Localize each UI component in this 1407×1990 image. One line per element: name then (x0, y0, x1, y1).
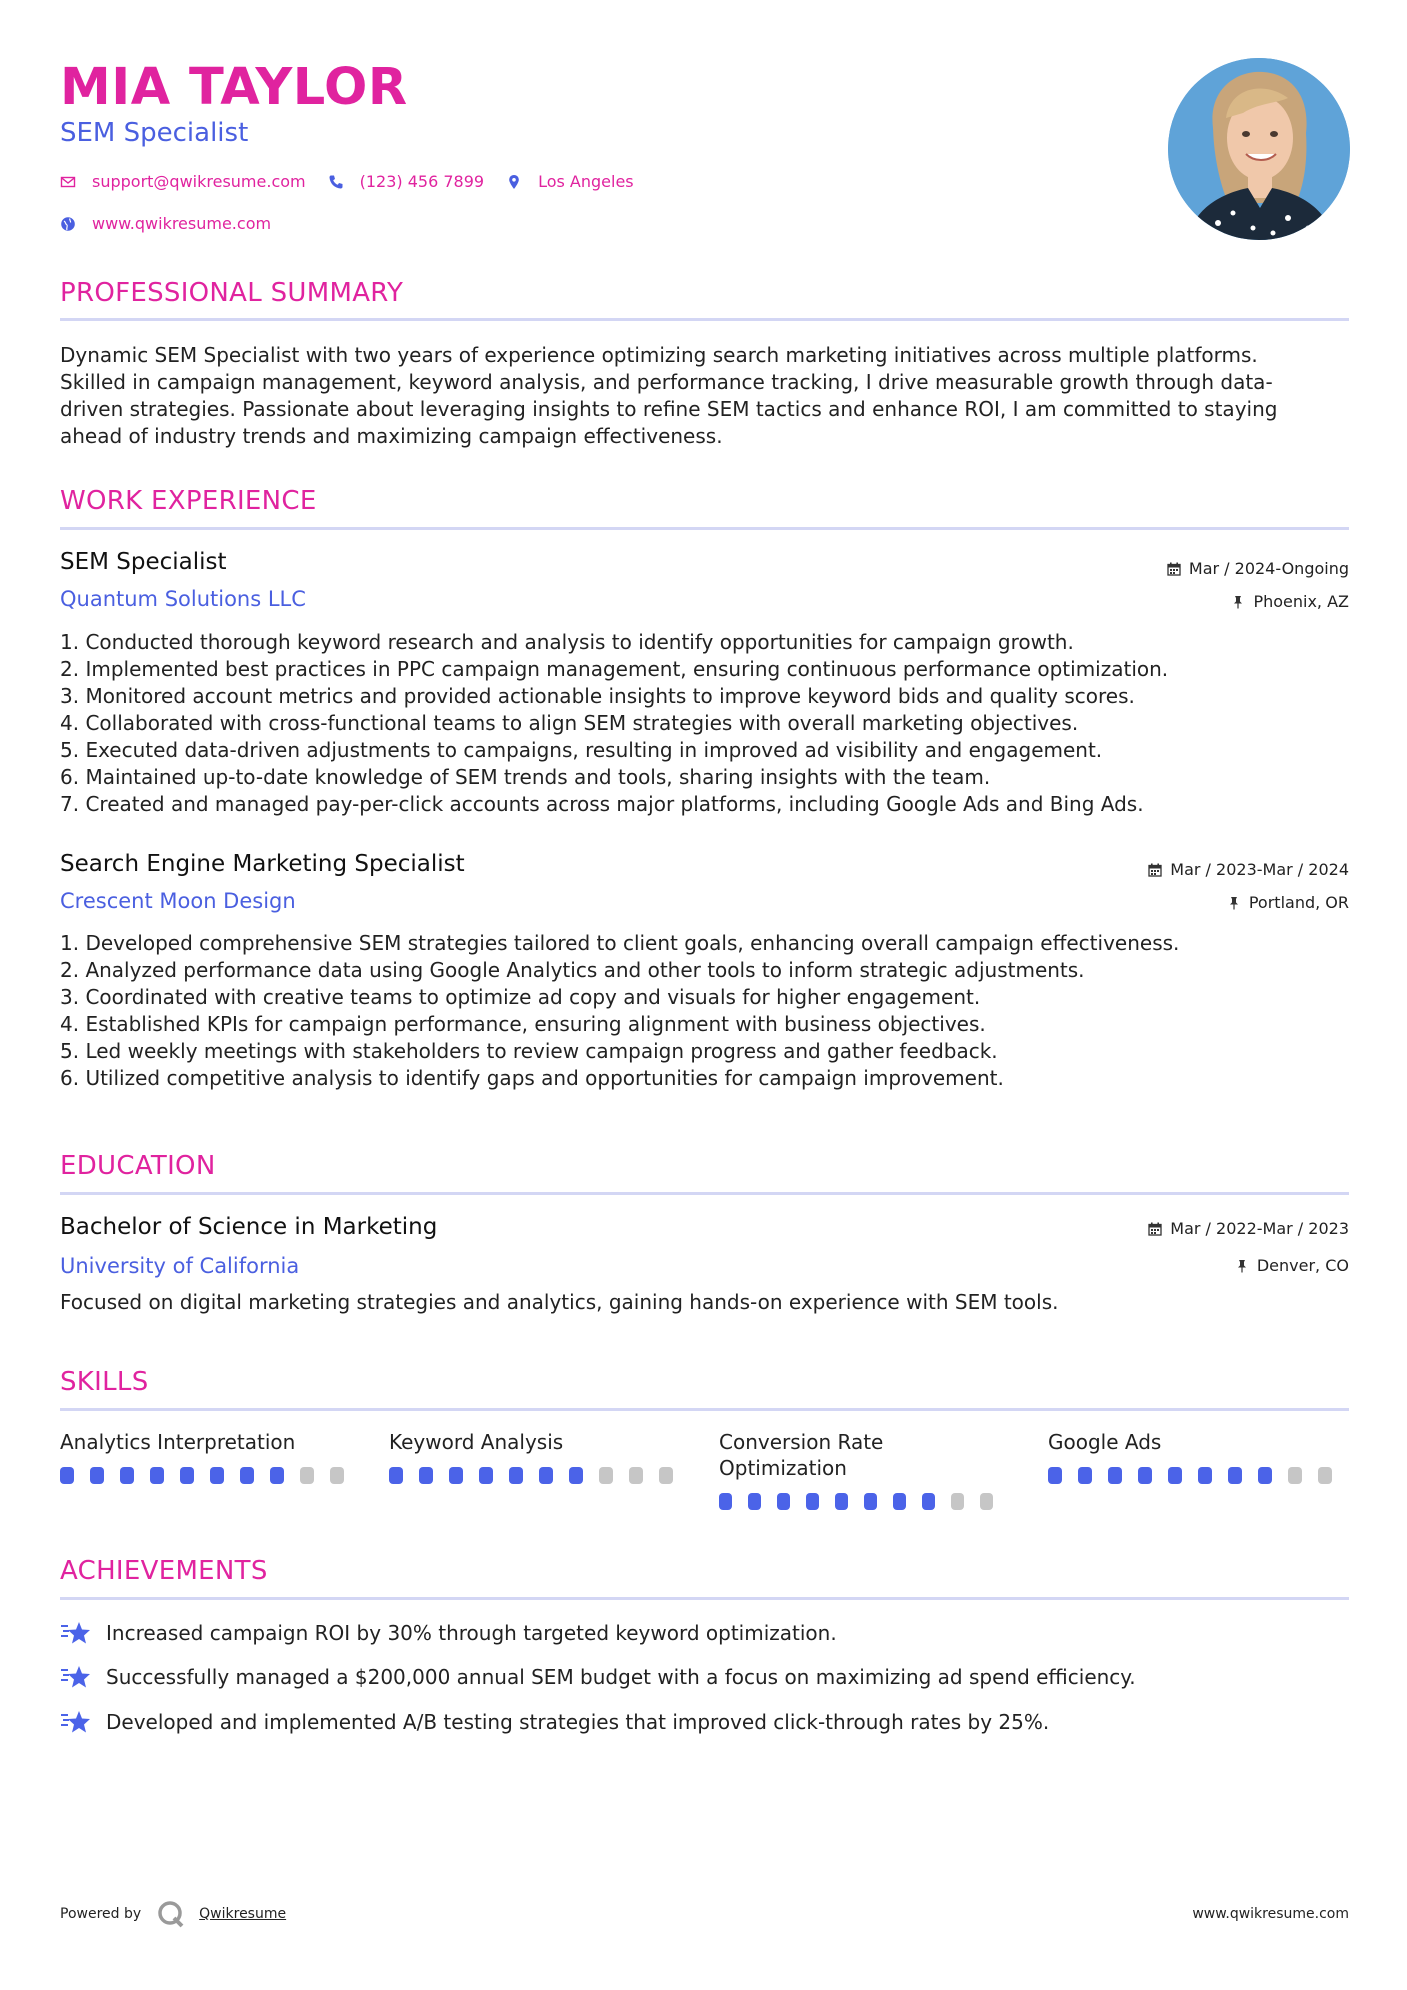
rating-dot-filled (1258, 1467, 1272, 1484)
profile-photo (1168, 58, 1350, 240)
rating-dot-filled (509, 1467, 523, 1484)
list-item: 2. Analyzed performance data using Google Analytics and other tools to inform strategic adjustments. (60, 958, 1085, 982)
achievement-text: Increased campaign ROI by 30% through targeted keyword optimization. (106, 1621, 837, 1645)
skill-rating (1048, 1467, 1348, 1484)
achievement-text: Developed and implemented A/B testing strategies that improved click-through rates by 25%. (106, 1710, 1050, 1734)
website-text[interactable]: www.qwikresume.com (92, 214, 272, 233)
list-item: 1. Conducted thorough keyword research and analysis to identify opportunities for campaign growth. (60, 630, 1074, 654)
skill-name: Google Ads (1048, 1430, 1162, 1454)
contact-email[interactable] (60, 172, 306, 191)
rating-dot-filled (150, 1467, 164, 1484)
skill-name: Analytics Interpretation (60, 1430, 296, 1454)
brand-link[interactable]: Qwikresume (199, 1906, 287, 1922)
section-divider (60, 1597, 1349, 1600)
summary-line: Dynamic SEM Specialist with two years of experience optimizing search marketing initiatives across multiple platforms. (60, 343, 1258, 367)
phone-icon (328, 174, 344, 190)
company-name: Quantum Solutions LLC (60, 587, 306, 611)
rating-dot-filled (922, 1493, 935, 1510)
education-location (1235, 1256, 1349, 1275)
rating-dot-filled (569, 1467, 583, 1484)
achievement-text: Successfully managed a $200,000 annual SEM budget with a focus on maximizing ad spend efficiency. (106, 1665, 1136, 1689)
footer-site[interactable]: www.qwikresume.com (1192, 1906, 1349, 1922)
skill-rating (389, 1467, 689, 1484)
rating-dot-filled (1078, 1467, 1092, 1484)
degree-title: Bachelor of Science in Marketing (60, 1214, 438, 1240)
job-title: Search Engine Marketing Specialist (60, 851, 465, 877)
rating-dot-empty (629, 1467, 643, 1484)
rating-dot-filled (835, 1493, 848, 1510)
rating-dot-filled (1048, 1467, 1062, 1484)
rating-dot-empty (1318, 1467, 1332, 1484)
job-location (1231, 592, 1349, 611)
rating-dot-empty (330, 1467, 344, 1484)
achievement-item (60, 1709, 1049, 1735)
map-pin-icon (506, 174, 522, 190)
summary-line: Skilled in campaign management, keyword analysis, and performance tracking, I drive measurable growth through data- (60, 370, 1273, 394)
job-bullets (60, 930, 1349, 1092)
rating-dot-filled (90, 1467, 104, 1484)
list-item: 6. Utilized competitive analysis to identify gaps and opportunities for campaign improvement. (60, 1066, 1004, 1090)
rating-dot-filled (120, 1467, 134, 1484)
footer-powered-by (60, 1900, 286, 1928)
phone-text[interactable]: (123) 456 7899 (359, 172, 485, 191)
summary-line: ahead of industry trends and maximizing campaign effectiveness. (60, 424, 723, 448)
achievement-item (60, 1620, 837, 1646)
contact-location (506, 172, 634, 191)
education-dates-text: Mar / 2022-Mar / 2023 (1170, 1219, 1349, 1238)
job-location (1227, 893, 1349, 912)
rating-dot-filled (1198, 1467, 1212, 1484)
skill-name: Conversion Rate Optimization (719, 1430, 884, 1480)
rating-dot-filled (419, 1467, 433, 1484)
email-text[interactable]: support@qwikresume.com (92, 172, 306, 191)
skill-name: Keyword Analysis (389, 1430, 564, 1454)
rating-dot-filled (479, 1467, 493, 1484)
summary-heading: PROFESSIONAL SUMMARY (60, 278, 404, 308)
list-item: 6. Maintained up-to-date knowledge of SEM trends and tools, sharing insights with the team. (60, 765, 991, 789)
rating-dot-filled (748, 1493, 761, 1510)
skill-item (1048, 1429, 1348, 1484)
education-location-text: Denver, CO (1256, 1256, 1349, 1275)
list-item: 2. Implemented best practices in PPC campaign management, ensuring continuous performance optimization. (60, 657, 1169, 681)
skill-item (719, 1429, 1009, 1510)
qwikresume-logo-icon (157, 1900, 185, 1928)
section-divider (60, 1408, 1349, 1411)
resume-page (60, 0, 1349, 1990)
job-dates-text: Mar / 2023-Mar / 2024 (1170, 860, 1349, 879)
rating-dot-empty (659, 1467, 673, 1484)
section-divider (60, 1192, 1349, 1195)
rating-dot-filled (270, 1467, 284, 1484)
mail-icon (60, 174, 76, 190)
list-item: 4. Established KPIs for campaign performance, ensuring alignment with business objectives. (60, 1012, 986, 1036)
job-location-text: Phoenix, AZ (1253, 592, 1349, 611)
candidate-name: MIA TAYLOR (60, 58, 408, 117)
location-text: Los Angeles (538, 172, 634, 191)
calendar-icon (1148, 1222, 1162, 1236)
section-divider (60, 527, 1349, 530)
experience-heading: WORK EXPERIENCE (60, 486, 317, 516)
job-location-text: Portland, OR (1248, 893, 1349, 912)
skill-rating (60, 1467, 360, 1484)
contact-row (60, 172, 656, 191)
star-badge-icon (60, 1709, 92, 1735)
list-item: 3. Monitored account metrics and provided actionable insights to improve keyword bids and quality scores. (60, 684, 1135, 708)
star-badge-icon (60, 1620, 92, 1646)
rating-dot-empty (1288, 1467, 1302, 1484)
education-heading: EDUCATION (60, 1151, 216, 1181)
rating-dot-filled (389, 1467, 403, 1484)
rating-dot-filled (806, 1493, 819, 1510)
pushpin-icon (1227, 896, 1241, 910)
rating-dot-filled (1168, 1467, 1182, 1484)
contact-website[interactable] (60, 214, 271, 233)
rating-dot-filled (539, 1467, 553, 1484)
job-bullets (60, 629, 1349, 818)
skill-item (60, 1429, 360, 1484)
summary-line: driven strategies. Passionate about leveraging insights to refine SEM tactics and enhance ROI, I am committed to staying (60, 397, 1278, 421)
list-item: 4. Collaborated with cross-functional teams to align SEM strategies with overall marketing objectives. (60, 711, 1079, 735)
job-dates-text: Mar / 2024-Ongoing (1188, 559, 1349, 578)
list-item: 5. Led weekly meetings with stakeholders to review campaign progress and gather feedback. (60, 1039, 998, 1063)
star-badge-icon (60, 1664, 92, 1690)
education-dates (1148, 1219, 1349, 1238)
job-title: SEM Specialist (60, 549, 227, 575)
job-dates (1148, 860, 1349, 879)
rating-dot-filled (1228, 1467, 1242, 1484)
rating-dot-empty (300, 1467, 314, 1484)
avatar (1168, 58, 1350, 240)
rating-dot-filled (719, 1493, 732, 1510)
contact-phone[interactable] (328, 172, 484, 191)
section-divider (60, 318, 1349, 321)
rating-dot-filled (210, 1467, 224, 1484)
company-name: Crescent Moon Design (60, 889, 296, 913)
job-dates (1167, 559, 1349, 578)
school-name: University of California (60, 1254, 300, 1278)
achievement-item (60, 1664, 1136, 1690)
achievements-heading: ACHIEVEMENTS (60, 1556, 268, 1586)
globe-icon (60, 216, 76, 232)
calendar-icon (1148, 863, 1162, 877)
summary-text (60, 342, 1349, 450)
pushpin-icon (1231, 595, 1245, 609)
rating-dot-empty (980, 1493, 993, 1510)
list-item: 7. Created and managed pay-per-click accounts across major platforms, including Google Ads and Bing Ads. (60, 792, 1144, 816)
list-item: 5. Executed data-driven adjustments to campaigns, resulting in improved ad visibility and engagement. (60, 738, 1103, 762)
pushpin-icon (1235, 1259, 1249, 1273)
rating-dot-filled (449, 1467, 463, 1484)
list-item: 3. Coordinated with creative teams to optimize ad copy and visuals for higher engagement. (60, 985, 981, 1009)
skill-item (389, 1429, 689, 1484)
education-description: Focused on digital marketing strategies and analytics, gaining hands-on experience with SEM tools. (60, 1290, 1059, 1314)
candidate-title: SEM Specialist (60, 118, 249, 148)
rating-dot-filled (180, 1467, 194, 1484)
rating-dot-filled (893, 1493, 906, 1510)
skills-heading: SKILLS (60, 1367, 149, 1397)
rating-dot-filled (240, 1467, 254, 1484)
rating-dot-empty (951, 1493, 964, 1510)
rating-dot-filled (777, 1493, 790, 1510)
calendar-icon (1167, 562, 1181, 576)
powered-by-label: Powered by (60, 1906, 142, 1922)
rating-dot-filled (1138, 1467, 1152, 1484)
skill-rating (719, 1493, 1009, 1510)
list-item: 1. Developed comprehensive SEM strategies tailored to client goals, enhancing overall campaign effectiveness. (60, 931, 1180, 955)
rating-dot-filled (1108, 1467, 1122, 1484)
rating-dot-filled (864, 1493, 877, 1510)
rating-dot-filled (60, 1467, 74, 1484)
rating-dot-empty (599, 1467, 613, 1484)
